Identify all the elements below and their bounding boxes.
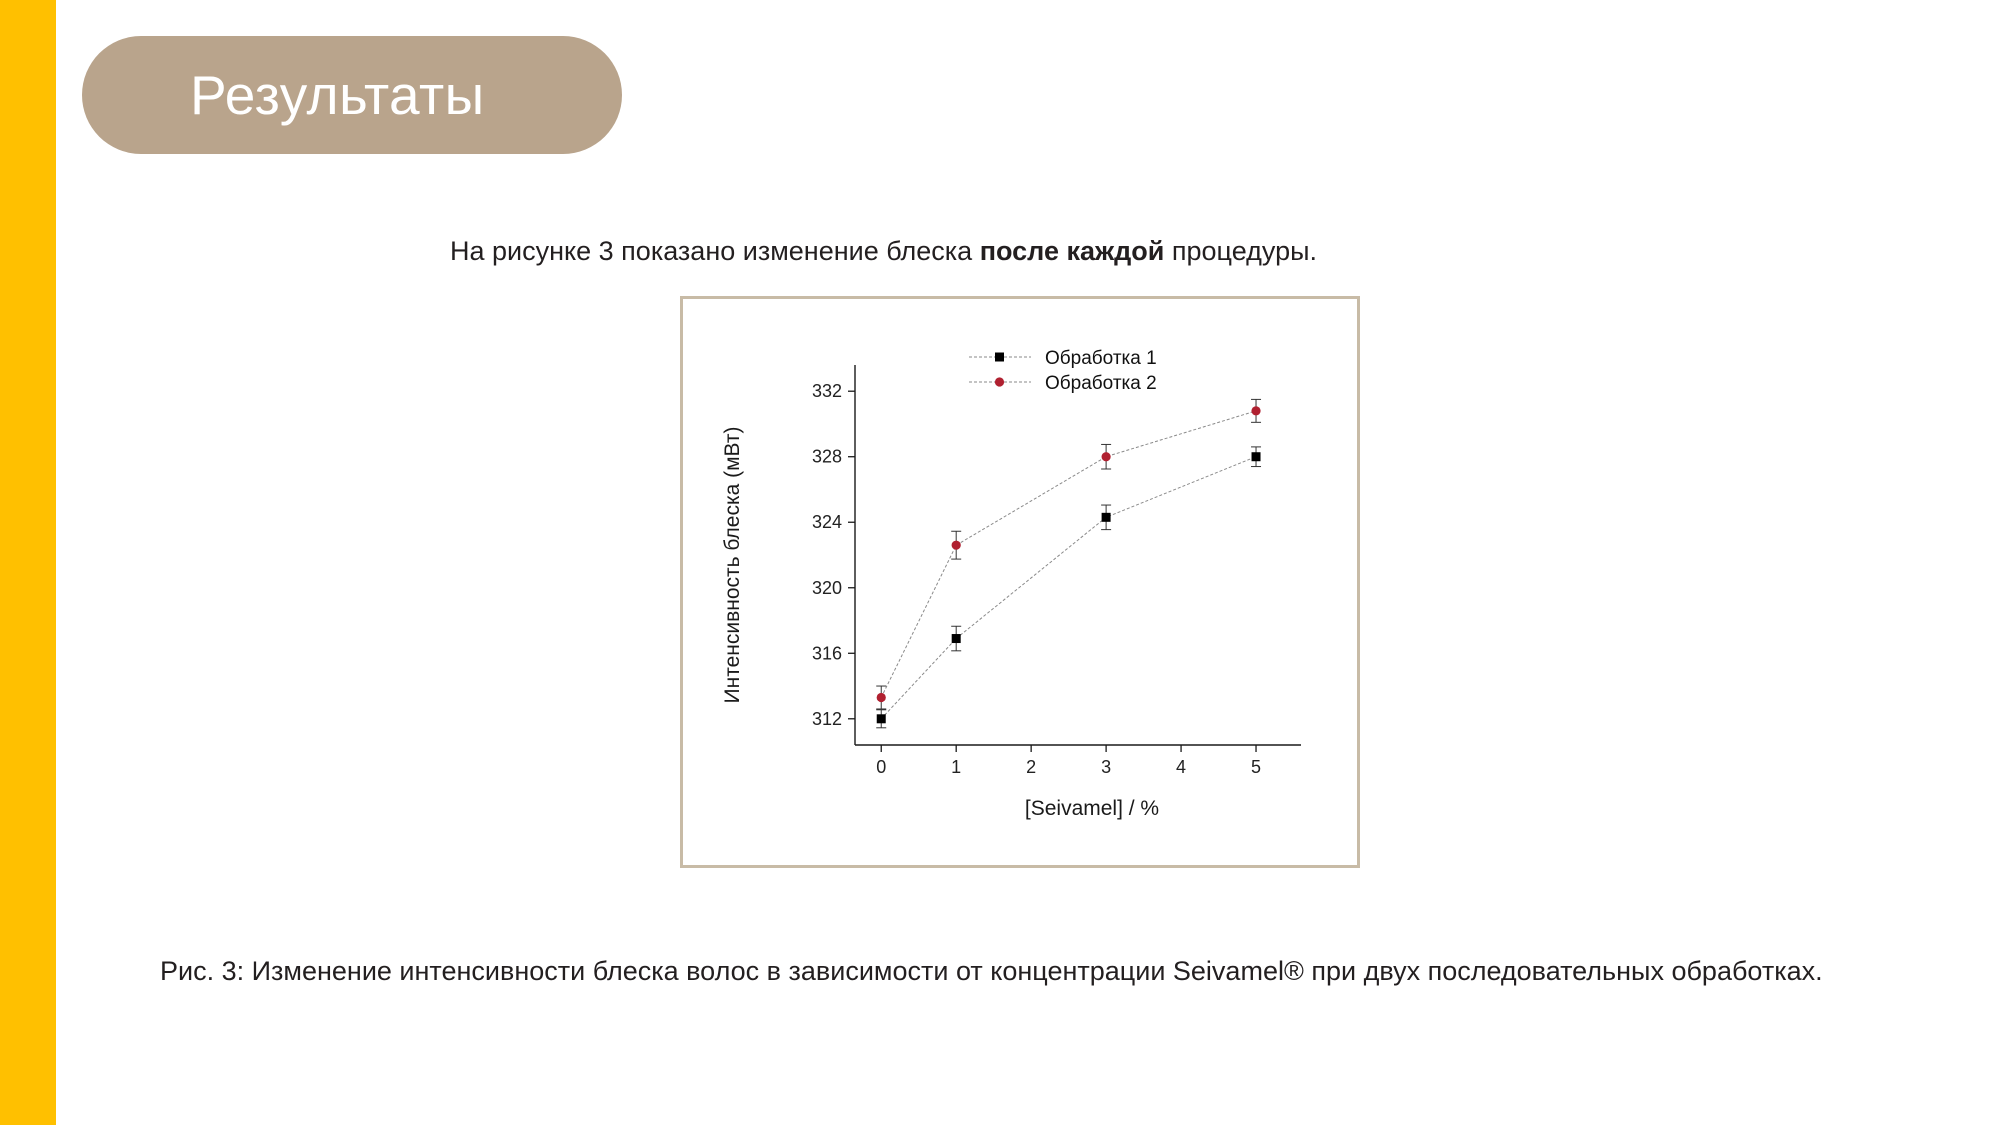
x-tick-label: 5 <box>1251 757 1262 777</box>
legend-marker-circle <box>995 377 1004 386</box>
x-tick-label: 2 <box>1026 757 1037 777</box>
data-point-marker <box>877 714 886 723</box>
legend-label: Обработка 1 <box>1045 348 1157 369</box>
left-accent-bar <box>0 0 56 1125</box>
data-point-marker <box>1251 406 1260 415</box>
page-title: Результаты <box>190 63 485 126</box>
chart-canvas <box>683 299 1357 865</box>
series-line-1 <box>881 457 1256 719</box>
series-line-2 <box>881 411 1256 698</box>
y-tick-label: 320 <box>811 577 842 598</box>
x-axis-title: [Seivamel] / % <box>1024 797 1160 820</box>
legend-marker-square <box>995 353 1004 362</box>
y-axis-title: Интенсивность блеска (мВт) <box>721 426 744 704</box>
intro-bold: после каждой <box>979 236 1165 266</box>
intro-suffix: процедуры. <box>1164 236 1317 266</box>
figure-caption-text: Рис. 3: Изменение интенсивности блеска волос в зависимости от концентрации Seivamel® при двух последовательных обработках. <box>160 956 1823 986</box>
intro-paragraph <box>450 234 1317 269</box>
data-point-marker <box>1102 513 1111 522</box>
data-point-marker <box>952 634 961 643</box>
figure-3 <box>680 296 1360 868</box>
slide-title-pill <box>82 36 622 154</box>
x-tick-label: 4 <box>1176 757 1187 777</box>
y-tick-label: 312 <box>811 708 842 729</box>
legend-label: Обработка 2 <box>1045 373 1157 394</box>
y-tick-label: 316 <box>811 643 842 664</box>
data-point-marker <box>1252 452 1261 461</box>
data-point-marker <box>952 541 961 550</box>
left-accent-gap <box>56 0 82 1125</box>
y-tick-label: 328 <box>811 446 842 467</box>
line-chart <box>683 299 1357 865</box>
x-tick-label: 3 <box>1101 757 1112 777</box>
intro-prefix: На рисунке 3 показано изменение блеска <box>450 236 980 266</box>
y-tick-label: 324 <box>811 512 842 533</box>
x-tick-label: 0 <box>876 757 887 777</box>
x-tick-label: 1 <box>951 757 962 777</box>
y-tick-label: 332 <box>811 381 842 402</box>
data-point-marker <box>877 693 886 702</box>
data-point-marker <box>1102 452 1111 461</box>
figure-caption <box>160 952 1840 991</box>
